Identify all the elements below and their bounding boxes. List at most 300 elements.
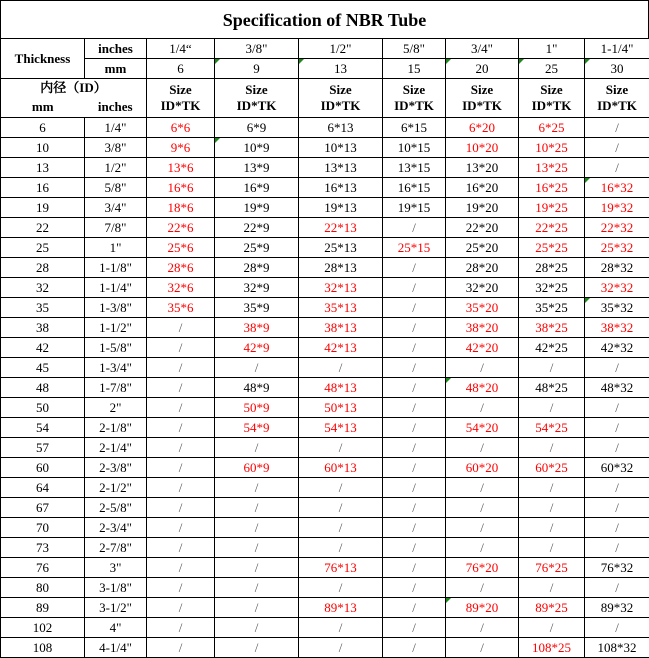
size-cell: 35*32 bbox=[585, 298, 649, 318]
size-cell: / bbox=[383, 258, 446, 278]
size-cell: 10*20 bbox=[446, 138, 519, 158]
header-row-size bbox=[1, 79, 649, 97]
size-cell: / bbox=[585, 118, 649, 138]
size-cell: / bbox=[383, 438, 446, 458]
size-cell: 13*9 bbox=[215, 158, 299, 178]
size-cell: / bbox=[446, 398, 519, 418]
size-cell: / bbox=[519, 498, 585, 518]
table-row bbox=[1, 518, 649, 538]
size-cell: / bbox=[383, 498, 446, 518]
size-cell: 89*20 bbox=[446, 598, 519, 618]
size-cell: / bbox=[299, 618, 383, 638]
size-cell: / bbox=[383, 418, 446, 438]
table-row bbox=[1, 158, 649, 178]
id-inch-cell: 2" bbox=[85, 398, 147, 418]
size-cell: 60*25 bbox=[519, 458, 585, 478]
size-cell: / bbox=[299, 638, 383, 658]
size-cell: / bbox=[215, 358, 299, 378]
size-cell: 42*13 bbox=[299, 338, 383, 358]
size-cell: 25*32 bbox=[585, 238, 649, 258]
table-row bbox=[1, 318, 649, 338]
size-cell: 22*20 bbox=[446, 218, 519, 238]
size-cell: 32*20 bbox=[446, 278, 519, 298]
size-cell: 16*6 bbox=[147, 178, 215, 198]
id-mm-cell: 38 bbox=[1, 318, 85, 338]
id-mm-cell: 22 bbox=[1, 218, 85, 238]
id-mm-cell: 102 bbox=[1, 618, 85, 638]
size-cell: / bbox=[215, 538, 299, 558]
size-cell: 16*32 bbox=[585, 178, 649, 198]
table-row bbox=[1, 538, 649, 558]
size-cell: / bbox=[585, 578, 649, 598]
size-cell: / bbox=[383, 358, 446, 378]
id-mm-cell: 89 bbox=[1, 598, 85, 618]
id-mm-cell: 70 bbox=[1, 518, 85, 538]
size-cell: / bbox=[147, 558, 215, 578]
size-cell: / bbox=[147, 538, 215, 558]
size-header bbox=[215, 79, 299, 118]
size-cell: / bbox=[215, 638, 299, 658]
id-mm-cell: 25 bbox=[1, 238, 85, 258]
size-cell: 13*25 bbox=[519, 158, 585, 178]
size-cell: / bbox=[215, 558, 299, 578]
size-cell: 19*32 bbox=[585, 198, 649, 218]
table-row bbox=[1, 498, 649, 518]
id-inch-cell: 3/4" bbox=[85, 198, 147, 218]
size-cell: 108*32 bbox=[585, 638, 649, 658]
size-cell: 60*13 bbox=[299, 458, 383, 478]
size-cell: 76*25 bbox=[519, 558, 585, 578]
table-row bbox=[1, 298, 649, 318]
id-mm-cell: 6 bbox=[1, 118, 85, 138]
size-cell: / bbox=[383, 538, 446, 558]
size-cell: 18*6 bbox=[147, 198, 215, 218]
size-cell: 6*20 bbox=[446, 118, 519, 138]
size-cell: / bbox=[446, 618, 519, 638]
size-cell: / bbox=[383, 338, 446, 358]
inches-label: inches bbox=[85, 39, 147, 59]
size-cell: 22*6 bbox=[147, 218, 215, 238]
size-cell: 42*9 bbox=[215, 338, 299, 358]
thick-mm-cell: 6 bbox=[147, 59, 215, 79]
size-header bbox=[585, 79, 649, 118]
size-cell: / bbox=[383, 378, 446, 398]
id-inch-cell: 1" bbox=[85, 238, 147, 258]
size-cell: / bbox=[383, 318, 446, 338]
size-cell: / bbox=[446, 538, 519, 558]
table-row bbox=[1, 378, 649, 398]
id-inch-cell: 7/8" bbox=[85, 218, 147, 238]
size-cell: 48*20 bbox=[446, 378, 519, 398]
size-cell: 16*25 bbox=[519, 178, 585, 198]
size-cell: / bbox=[585, 518, 649, 538]
size-header bbox=[519, 79, 585, 118]
size-cell: 42*32 bbox=[585, 338, 649, 358]
size-cell: / bbox=[147, 378, 215, 398]
size-cell: / bbox=[383, 518, 446, 538]
id-label: 内径（ID） bbox=[1, 79, 147, 97]
size-cell: / bbox=[147, 458, 215, 478]
id-mm-cell: 35 bbox=[1, 298, 85, 318]
size-cell: 32*32 bbox=[585, 278, 649, 298]
thick-inch-cell: 1/2" bbox=[299, 39, 383, 59]
id-inch-cell: 1-3/8" bbox=[85, 298, 147, 318]
size-cell: / bbox=[519, 398, 585, 418]
size-cell: / bbox=[299, 578, 383, 598]
size-cell: / bbox=[147, 418, 215, 438]
size-cell: 60*9 bbox=[215, 458, 299, 478]
size-cell: 13*20 bbox=[446, 158, 519, 178]
size-cell: 22*32 bbox=[585, 218, 649, 238]
id-inch-cell: 1/4" bbox=[85, 118, 147, 138]
size-cell: / bbox=[585, 358, 649, 378]
size-cell: / bbox=[299, 538, 383, 558]
id-inch-cell: 2-7/8" bbox=[85, 538, 147, 558]
id-inch-cell: 3-1/8" bbox=[85, 578, 147, 598]
size-cell: 42*20 bbox=[446, 338, 519, 358]
size-cell: / bbox=[147, 318, 215, 338]
table-row bbox=[1, 218, 649, 238]
size-cell: / bbox=[519, 518, 585, 538]
table-body bbox=[1, 39, 649, 658]
size-cell: 19*13 bbox=[299, 198, 383, 218]
id-inch-cell: 2-1/8" bbox=[85, 418, 147, 438]
table-row bbox=[1, 178, 649, 198]
id-inch-cell: 1-1/4" bbox=[85, 278, 147, 298]
table-row bbox=[1, 618, 649, 638]
size-cell: 60*20 bbox=[446, 458, 519, 478]
size-label: Size bbox=[540, 82, 563, 97]
size-cell: / bbox=[585, 398, 649, 418]
idtk-label: ID*TK bbox=[597, 98, 637, 113]
size-cell: / bbox=[519, 538, 585, 558]
size-cell: / bbox=[446, 578, 519, 598]
size-cell: / bbox=[446, 518, 519, 538]
size-cell: / bbox=[446, 478, 519, 498]
size-cell: 13*6 bbox=[147, 158, 215, 178]
size-cell: / bbox=[147, 398, 215, 418]
size-header bbox=[299, 79, 383, 118]
id-inch-cell: 1-1/2" bbox=[85, 318, 147, 338]
size-header bbox=[446, 79, 519, 118]
size-cell: 6*6 bbox=[147, 118, 215, 138]
size-cell: / bbox=[215, 578, 299, 598]
size-cell: / bbox=[215, 478, 299, 498]
size-cell: 35*6 bbox=[147, 298, 215, 318]
size-label: Size bbox=[470, 82, 494, 97]
id-inch-cell: 3-1/2" bbox=[85, 598, 147, 618]
size-cell: 25*25 bbox=[519, 238, 585, 258]
size-cell: 9*6 bbox=[147, 138, 215, 158]
size-cell: 89*25 bbox=[519, 598, 585, 618]
size-cell: / bbox=[147, 478, 215, 498]
size-cell: / bbox=[147, 498, 215, 518]
size-cell: 32*13 bbox=[299, 278, 383, 298]
size-cell: 16*20 bbox=[446, 178, 519, 198]
size-header bbox=[383, 79, 446, 118]
id-inch-cell: 1-7/8" bbox=[85, 378, 147, 398]
size-cell: 54*13 bbox=[299, 418, 383, 438]
size-cell: 32*25 bbox=[519, 278, 585, 298]
table-row bbox=[1, 438, 649, 458]
size-cell: / bbox=[299, 478, 383, 498]
size-cell: / bbox=[519, 438, 585, 458]
idtk-label: ID*TK bbox=[394, 98, 434, 113]
size-cell: 35*9 bbox=[215, 298, 299, 318]
size-cell: 28*9 bbox=[215, 258, 299, 278]
size-cell: 6*9 bbox=[215, 118, 299, 138]
id-inch-cell: 1-1/8" bbox=[85, 258, 147, 278]
id-mm-cell: 19 bbox=[1, 198, 85, 218]
size-cell: 89*32 bbox=[585, 598, 649, 618]
table-row bbox=[1, 338, 649, 358]
id-mm-label: mm bbox=[1, 96, 85, 117]
size-cell: / bbox=[147, 618, 215, 638]
size-cell: 19*20 bbox=[446, 198, 519, 218]
table-row bbox=[1, 418, 649, 438]
size-label: Size bbox=[402, 82, 426, 97]
size-cell: 10*25 bbox=[519, 138, 585, 158]
size-cell: 38*13 bbox=[299, 318, 383, 338]
size-cell: 89*13 bbox=[299, 598, 383, 618]
size-cell: 48*9 bbox=[215, 378, 299, 398]
size-cell: / bbox=[215, 438, 299, 458]
id-inches-label: inches bbox=[85, 96, 147, 117]
id-mm-cell: 76 bbox=[1, 558, 85, 578]
size-label: Size bbox=[329, 82, 352, 97]
size-cell: / bbox=[519, 578, 585, 598]
table-row bbox=[1, 638, 649, 658]
size-cell: 6*15 bbox=[383, 118, 446, 138]
thick-mm-cell: 15 bbox=[383, 59, 446, 79]
size-header bbox=[147, 79, 215, 118]
size-cell: 22*13 bbox=[299, 218, 383, 238]
thick-inch-cell: 1/4“ bbox=[147, 39, 215, 59]
size-cell: / bbox=[299, 358, 383, 378]
size-cell: 10*13 bbox=[299, 138, 383, 158]
table-row bbox=[1, 258, 649, 278]
size-cell: / bbox=[585, 438, 649, 458]
size-cell: / bbox=[299, 498, 383, 518]
id-mm-cell: 28 bbox=[1, 258, 85, 278]
size-cell: / bbox=[519, 478, 585, 498]
thick-mm-cell: 13 bbox=[299, 59, 383, 79]
size-cell: / bbox=[383, 478, 446, 498]
id-inch-cell: 5/8" bbox=[85, 178, 147, 198]
size-cell: / bbox=[519, 618, 585, 638]
size-cell: 6*25 bbox=[519, 118, 585, 138]
id-inch-cell: 4" bbox=[85, 618, 147, 638]
size-label: Size bbox=[245, 82, 268, 97]
table-row bbox=[1, 358, 649, 378]
size-cell: 19*9 bbox=[215, 198, 299, 218]
size-cell: 42*25 bbox=[519, 338, 585, 358]
size-label: Size bbox=[605, 82, 629, 97]
size-cell: 6*13 bbox=[299, 118, 383, 138]
id-mm-cell: 108 bbox=[1, 638, 85, 658]
size-cell: / bbox=[147, 338, 215, 358]
size-cell: / bbox=[585, 618, 649, 638]
thick-mm-cell: 9 bbox=[215, 59, 299, 79]
size-cell: 16*13 bbox=[299, 178, 383, 198]
id-inch-cell: 3/8" bbox=[85, 138, 147, 158]
id-mm-cell: 42 bbox=[1, 338, 85, 358]
size-cell: 38*25 bbox=[519, 318, 585, 338]
size-cell: 48*25 bbox=[519, 378, 585, 398]
thick-inch-cell: 5/8" bbox=[383, 39, 446, 59]
size-cell: 76*20 bbox=[446, 558, 519, 578]
size-cell: / bbox=[383, 278, 446, 298]
thick-mm-cell: 25 bbox=[519, 59, 585, 79]
size-cell: / bbox=[215, 498, 299, 518]
page-title: Specification of NBR Tube bbox=[0, 0, 649, 38]
thick-inch-cell: 1" bbox=[519, 39, 585, 59]
size-cell: 32*6 bbox=[147, 278, 215, 298]
size-cell: 25*20 bbox=[446, 238, 519, 258]
size-cell: / bbox=[383, 558, 446, 578]
size-cell: 76*13 bbox=[299, 558, 383, 578]
size-cell: 48*13 bbox=[299, 378, 383, 398]
size-cell: / bbox=[299, 438, 383, 458]
id-inch-cell: 4-1/4" bbox=[85, 638, 147, 658]
size-cell: 28*32 bbox=[585, 258, 649, 278]
size-cell: / bbox=[585, 538, 649, 558]
size-cell: / bbox=[585, 158, 649, 178]
size-cell: / bbox=[446, 438, 519, 458]
header-row-mm bbox=[1, 59, 649, 79]
table-row bbox=[1, 598, 649, 618]
id-inch-cell: 2-1/2" bbox=[85, 478, 147, 498]
size-cell: 108*25 bbox=[519, 638, 585, 658]
table-row bbox=[1, 138, 649, 158]
size-cell: 25*9 bbox=[215, 238, 299, 258]
size-cell: 25*6 bbox=[147, 238, 215, 258]
size-cell: / bbox=[585, 498, 649, 518]
size-cell: / bbox=[446, 638, 519, 658]
thick-mm-cell: 30 bbox=[585, 59, 649, 79]
id-inch-cell: 2-3/4" bbox=[85, 518, 147, 538]
id-inch-cell: 1-5/8" bbox=[85, 338, 147, 358]
idtk-label: ID*TK bbox=[531, 98, 572, 113]
id-mm-cell: 50 bbox=[1, 398, 85, 418]
size-cell: / bbox=[215, 518, 299, 538]
table-row bbox=[1, 398, 649, 418]
size-cell: 13*13 bbox=[299, 158, 383, 178]
size-cell: 28*13 bbox=[299, 258, 383, 278]
size-cell: 19*15 bbox=[383, 198, 446, 218]
size-cell: 32*9 bbox=[215, 278, 299, 298]
size-cell: 38*20 bbox=[446, 318, 519, 338]
id-mm-cell: 60 bbox=[1, 458, 85, 478]
thickness-label: Thickness bbox=[1, 39, 85, 79]
table-row bbox=[1, 278, 649, 298]
size-cell: / bbox=[383, 618, 446, 638]
size-cell: 28*25 bbox=[519, 258, 585, 278]
id-mm-cell: 13 bbox=[1, 158, 85, 178]
size-cell: / bbox=[147, 518, 215, 538]
size-cell: 50*9 bbox=[215, 398, 299, 418]
size-cell: / bbox=[147, 358, 215, 378]
spec-table bbox=[0, 38, 649, 658]
idtk-label: ID*TK bbox=[462, 98, 502, 113]
size-cell: 22*25 bbox=[519, 218, 585, 238]
size-cell: / bbox=[215, 618, 299, 638]
table-row bbox=[1, 478, 649, 498]
size-cell: / bbox=[299, 518, 383, 538]
id-mm-cell: 73 bbox=[1, 538, 85, 558]
table-row bbox=[1, 198, 649, 218]
idtk-label: ID*TK bbox=[160, 98, 201, 113]
size-cell: 10*9 bbox=[215, 138, 299, 158]
size-cell: / bbox=[585, 418, 649, 438]
size-cell: / bbox=[383, 578, 446, 598]
size-cell: / bbox=[383, 218, 446, 238]
id-mm-cell: 10 bbox=[1, 138, 85, 158]
size-cell: 16*9 bbox=[215, 178, 299, 198]
size-cell: / bbox=[383, 298, 446, 318]
mm-label: mm bbox=[85, 59, 147, 79]
id-inch-cell: 3" bbox=[85, 558, 147, 578]
size-cell: / bbox=[446, 498, 519, 518]
id-mm-cell: 45 bbox=[1, 358, 85, 378]
size-cell: / bbox=[446, 358, 519, 378]
header-row-inches bbox=[1, 39, 649, 59]
id-mm-cell: 67 bbox=[1, 498, 85, 518]
table-row bbox=[1, 558, 649, 578]
idtk-label: ID*TK bbox=[320, 98, 361, 113]
thick-inch-cell: 1-1/4" bbox=[585, 39, 649, 59]
table-row bbox=[1, 578, 649, 598]
id-inch-cell: 2-3/8" bbox=[85, 458, 147, 478]
size-cell: / bbox=[585, 138, 649, 158]
id-inch-cell: 1/2" bbox=[85, 158, 147, 178]
size-label: Size bbox=[169, 82, 192, 97]
size-cell: / bbox=[147, 598, 215, 618]
size-cell: 10*15 bbox=[383, 138, 446, 158]
size-cell: 13*15 bbox=[383, 158, 446, 178]
size-cell: / bbox=[215, 598, 299, 618]
id-inch-cell: 1-3/4" bbox=[85, 358, 147, 378]
size-cell: / bbox=[383, 398, 446, 418]
id-mm-cell: 80 bbox=[1, 578, 85, 598]
size-cell: 60*32 bbox=[585, 458, 649, 478]
size-cell: 28*6 bbox=[147, 258, 215, 278]
size-cell: / bbox=[383, 598, 446, 618]
size-cell: 25*13 bbox=[299, 238, 383, 258]
id-inch-cell: 2-5/8" bbox=[85, 498, 147, 518]
size-cell: 25*15 bbox=[383, 238, 446, 258]
size-cell: 38*32 bbox=[585, 318, 649, 338]
id-inch-cell: 2-1/4" bbox=[85, 438, 147, 458]
size-cell: 16*15 bbox=[383, 178, 446, 198]
size-cell: 35*13 bbox=[299, 298, 383, 318]
size-cell: / bbox=[147, 438, 215, 458]
size-cell: 76*32 bbox=[585, 558, 649, 578]
id-mm-cell: 32 bbox=[1, 278, 85, 298]
id-mm-cell: 57 bbox=[1, 438, 85, 458]
thick-mm-cell: 20 bbox=[446, 59, 519, 79]
id-mm-cell: 48 bbox=[1, 378, 85, 398]
size-cell: / bbox=[383, 638, 446, 658]
size-cell: 50*13 bbox=[299, 398, 383, 418]
size-cell: / bbox=[519, 358, 585, 378]
idtk-label: ID*TK bbox=[236, 98, 277, 113]
size-cell: 22*9 bbox=[215, 218, 299, 238]
size-cell: 38*9 bbox=[215, 318, 299, 338]
id-mm-cell: 16 bbox=[1, 178, 85, 198]
thick-inch-cell: 3/8" bbox=[215, 39, 299, 59]
table-row bbox=[1, 238, 649, 258]
